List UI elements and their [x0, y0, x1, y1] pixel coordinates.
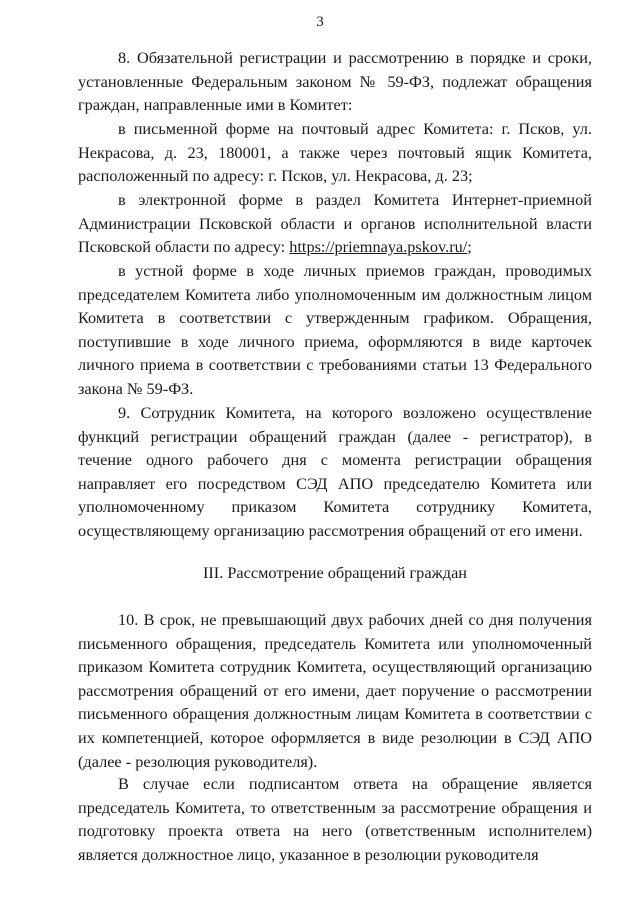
paragraph-9: 9. Сотрудник Комитета, на которого возложено осуществление функций регистрации обращений граждан (далее - регистратор), в течение одного рабочего дня с момента регистрации обращения направляет его посредством СЭД АПО председателю Комитета или уполномоченному приказом Комитета сотруднику Комитета, осуществляющему организацию рассмотрения обращений от его имени. — [78, 403, 592, 540]
paragraph-8-oral: в устной форме в ходе личных приемов граждан, проводимых председателем Комитета либо уполномоченным им должностным лицом Комитета в соответствии с утвержденным графиком. Обращения, поступившие в ходе личного приема, оформляются в виде карточек личного приема в соответствии с требованиями статьи 13 Федерального закона № 59-ФЗ. — [78, 261, 592, 398]
priemnaya-link[interactable]: https://priemnaya.pskov.ru/ — [289, 237, 468, 257]
paragraph-8-mail: в письменной форме на почтовый адрес Комитета: г. Псков, ул. Некрасова, д. 23, 180001, а также через почтовый ящик Комитета, расположенный по адресу: г. Псков, ул. Некрасова, д. 23; — [78, 119, 592, 186]
page-number: 3 — [316, 14, 324, 30]
paragraph-8-electronic-text: в электронной форме в раздел Комитета Интернет-приемной Администрации Псковской области и органов исполнительной власти Псковской области по адресу: — [78, 190, 592, 257]
paragraph-8: 8. Обязательной регистрации и рассмотрению в порядке и сроки, установленные Федеральным законом № 59-ФЗ, подлежат обращения граждан, направленные ими в Комитет: — [78, 48, 592, 115]
paragraph-8-electronic-suffix: ; — [467, 237, 472, 257]
paragraph-8-electronic — [78, 188, 592, 259]
paragraph-10-case: В случае если подписантом ответа на обращение является председатель Комитета, то ответственным за рассмотрение обращения и подготовку проекта ответа на него (ответственным исполнителем) является должностное лицо, указанное в резолюции руководителя — [78, 774, 592, 864]
paragraph-10: 10. В срок, не превышающий двух рабочих дней со дня получения письменного обращения, председатель Комитета или уполномоченный приказом Комитета сотрудник Комитета, осуществляющий организацию рассмотрения обращений от его имени, дает поручение о рассмотрении письменного обращения должностным лицам Комитета в соответствии с их компетенцией, которое оформляется в виде резолюции в СЭД АПО (далее - резолюция руководителя). — [78, 610, 592, 771]
section-heading: III. Рассмотрение обращений граждан — [202, 563, 468, 582]
